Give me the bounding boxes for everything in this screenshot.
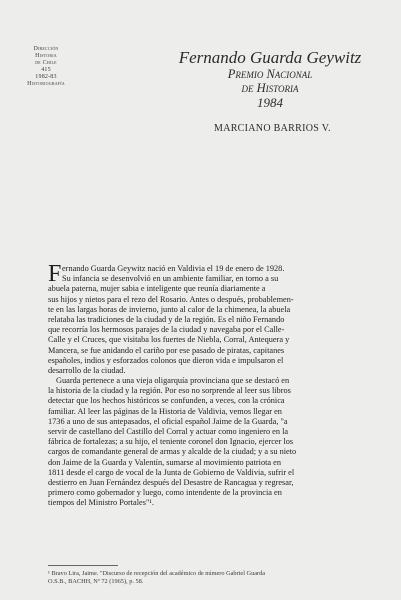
text-line: ernando Guarda Geywitz nació en Valdivia el 19 de enero de 1928. <box>62 264 285 273</box>
text-line: Su infancia se desenvolvió en un ambiente familiar, en torno a su <box>62 274 279 284</box>
collection-line: Historia <box>35 53 57 59</box>
text-line: sus hijos y nietos para el rezo del Rosario. Antes o después, probablemen- <box>48 294 294 304</box>
text-line: abuela paterna, mujer sabia e inteligente que reunía diariamente a <box>48 284 266 294</box>
author-name: MARCIANO BARRIOS V. <box>214 123 331 134</box>
text-line: 1736 a uno de sus antepasados, el oficial español Jaime de la Guarda, "a <box>48 416 288 426</box>
text-line: te en las largas horas de invierno, junto al calor de la chimenea, la abuela <box>48 304 291 314</box>
collection-label <box>17 46 75 88</box>
text-line: desarrollo de la ciudad. <box>48 365 126 375</box>
text-line: servir de castellano del Castillo del Corral y actuar como ingeniero en la <box>48 427 289 436</box>
award-year: 1984 <box>257 95 283 110</box>
text-line: detectar que los hechos históricos se confunden, a veces, con la crónica <box>48 396 285 406</box>
text-line: familiar. Al leer las páginas de la Historia de Valdivia, vemos llegar en <box>48 406 282 416</box>
collection-line: Historiografía <box>27 81 65 87</box>
footnote <box>48 570 368 586</box>
text-line: 1811 desde el cargo de vocal de la Junta de Gobierno de Valdivia, sufrir el <box>48 467 295 477</box>
collection-line: 1982-83 <box>35 74 57 80</box>
text-line: cargos de comandante general de armas y alcalde de la ciudad; y a su nieto <box>48 447 297 457</box>
award-name: Premio Nacional <box>227 67 313 81</box>
page-title: Fernando Guarda Geywitz <box>178 48 362 67</box>
article-body <box>48 261 366 509</box>
title-block <box>150 48 390 110</box>
footnote-line: ¹ Bravo Lira, Jaime. "Discurso de recepción del académico de número Gabriel Guarda <box>48 570 266 577</box>
footnote-line: O.S.B., BACHH, Nº 72 (1965), p. 58. <box>48 578 144 585</box>
text-line: fábrica de fortalezas; a su hijo, el teniente coronel don Ignacio, ejercer los <box>48 437 294 447</box>
text-line: primero como gobernador y luego, como intendente de la provincia en <box>48 488 282 498</box>
collection-line: Dirección <box>33 46 59 52</box>
footnote-divider <box>48 565 118 566</box>
collection-line: de Chile <box>35 60 57 66</box>
text-line: Mancera, se fue anidando el cariño por ese pasado de piratas, capitanes <box>48 345 285 355</box>
text-line: la historia de la ciudad y la región. Por eso no sorprende al leer sus libros <box>48 386 291 396</box>
award-field: de Historia <box>241 81 299 95</box>
drop-cap: F <box>48 261 62 287</box>
text-line: Calle y el Cruces, que visitaba los fuertes de Niebla, Corral, Antequera y <box>48 335 290 345</box>
text-line: Guarda pertenece a una vieja oligarquía provinciana que se destacó en <box>56 376 290 386</box>
text-line: don Jaime de la Guarda y Valentín, sumarse al movimiento patriota en <box>48 457 282 467</box>
text-line: destierro en Juan Fernández después del Desastre de Rancagua y regresar, <box>48 477 294 487</box>
text-line: españoles, indios y esforzados colonos que dieron vida e impulsaron el <box>48 355 284 365</box>
collection-line: 415 <box>41 67 51 73</box>
text-line: relataba las tradiciones de la ciudad y de la región. Es el niño Fernando <box>48 314 285 324</box>
paragraph-2 <box>48 376 366 508</box>
paragraph-1 <box>48 261 366 376</box>
text-line: tiempos del Ministro Portales"¹. <box>48 498 154 508</box>
text-line: que recorría los hermosos parajes de la ciudad y navegaba por el Calle- <box>48 325 285 335</box>
